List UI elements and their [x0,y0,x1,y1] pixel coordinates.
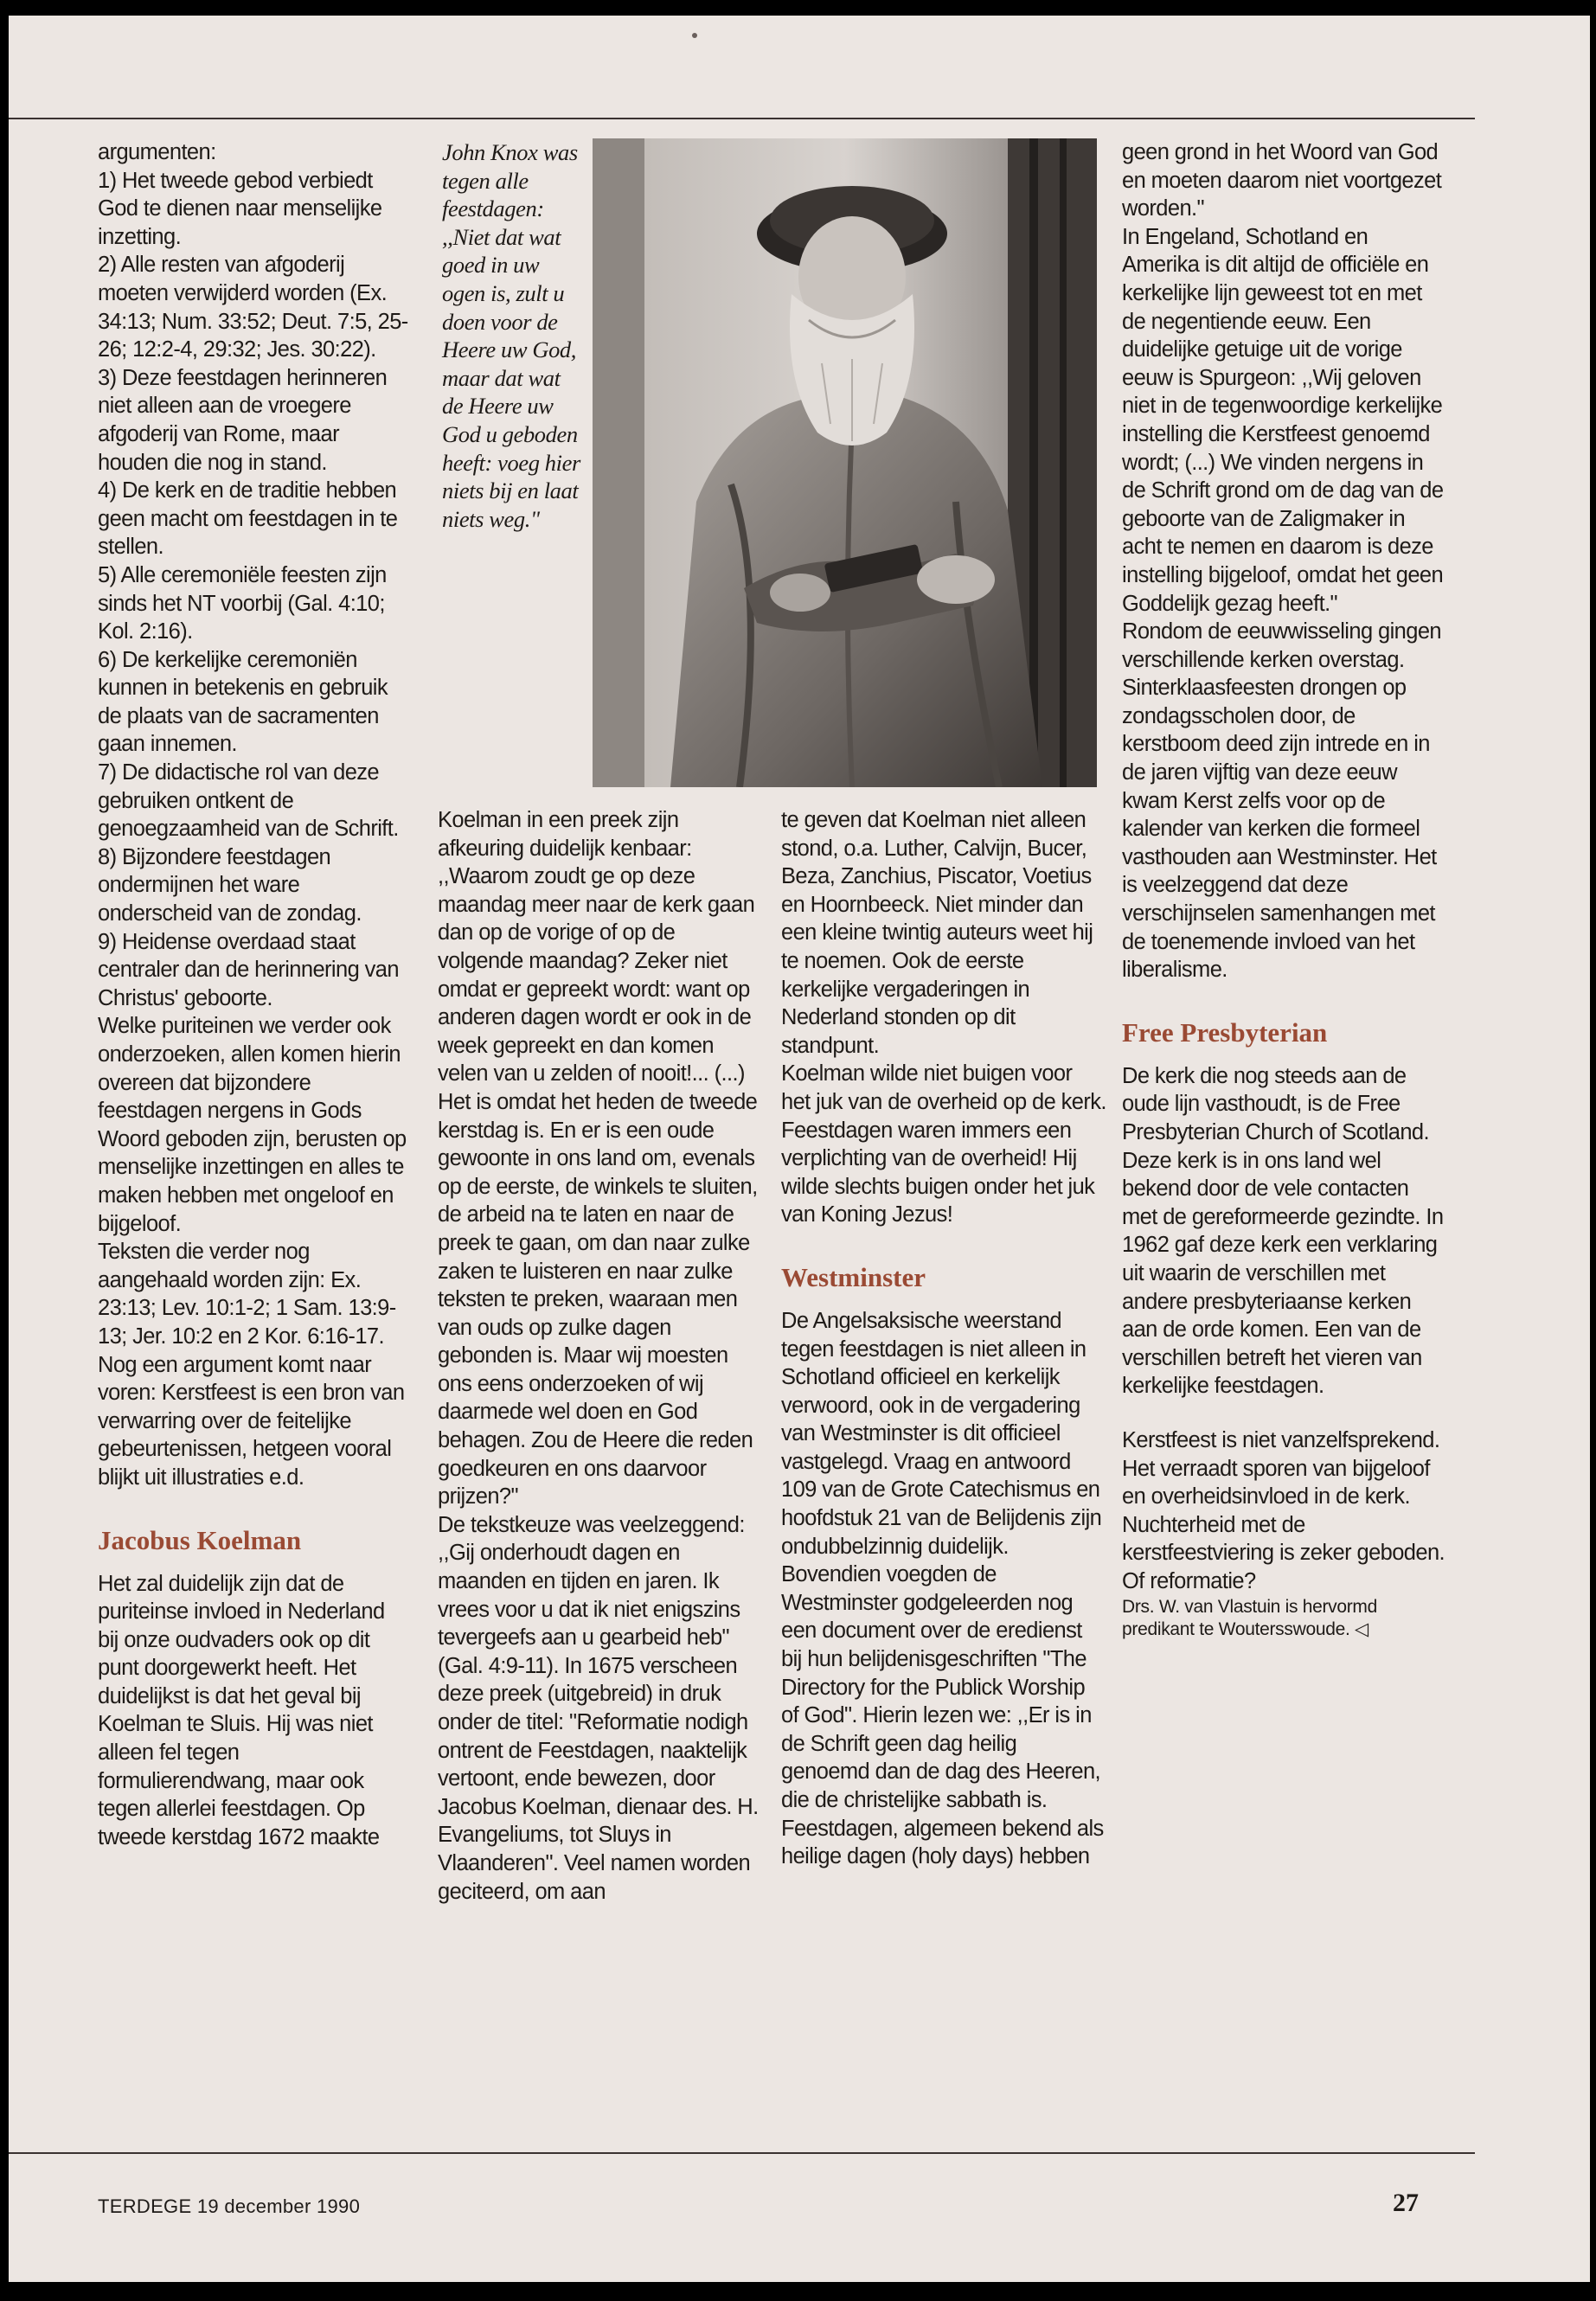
paragraph: Koelman in een preek zijn afkeuring duidelijk kenbaar: ,,Waarom zoudt ge op deze maandag meer naar de kerk gaan dan op de vorige of op de volgende maandag? Zeker niet omdat er gepreekt wordt: want op anderen dagen wordt er ook in de week gepreekt en dan komen velen van u zelden of nooit!... (...) Het is omdat het heden de tweede kerstdag is. En er is een oude gewoonte in ons land om, evenals op de eerste, de winkels te sluiten, de arbeid na te laten en naar de preek te gaan, om dan naar zulke zaken te luisteren en naar zulke teksten te preken, waaraan men van ouds op zulke dagen gebonden is. Maar wij moesten ons eens onderzoeken of wij daarmede wel doen en God behagen. Zou de Heere die reden goedkeuren en ons daarvoor prijzen?" [438,808,758,1509]
paragraph: 5) Alle ceremoniële feesten zijn sinds het NT voorbij (Gal. 4:10; Kol. 2:16). [98,562,387,644]
top-rule [9,118,1475,119]
paragraph: 1) Het tweede gebod verbiedt God te dienen naar menselijke inzetting. [98,168,382,249]
section-heading-westminster: Westminster [781,1261,926,1292]
paragraph: te geven dat Koelman niet alleen stond, o.a. Luther, Calvijn, Bucer, Beza, Zanchius, Piscator, Voetius en Hoornbeeck. Niet minder dan een kleine twintig auteurs weet hij te noemen. Ook de eerste kerkelijke vergaderingen in Nederland stonden op dit standpunt. [781,808,1093,1058]
column-4 [1122,138,1446,1641]
paragraph: 7) De didactische rol van deze gebruiken ontkent de genoegzaamheid van de Schrift. [98,760,399,842]
column-1 [98,138,409,1851]
paragraph: 9) Heidense overdaad staat centraler dan de herinnering van Christus' geboorte. [98,929,399,1010]
section-heading-free-presbyterian: Free Presbyterian [1122,1016,1328,1048]
magazine-page [9,16,1590,2282]
print-speck [692,33,697,38]
column-3 [781,806,1106,1871]
section-heading-jacobus-koelman: Jacobus Koelman [98,1524,302,1555]
paragraph: 3) Deze feestdagen herinneren niet alleen aan de vroegere afgoderij van Rome, maar houden die nog in stand. [98,365,388,475]
pull-quote: John Knox was tegen alle feestdagen: ,,Niet dat wat goed in uw ogen is, zult u doen voor de Heere uw God, maar dat wat de Heere uw God u geboden heeft: voeg hier niets bij en laat niets weg." [442,139,580,532]
statue-illustration [593,138,1097,787]
paragraph: Welke puriteinen we verder ook onderzoeken, allen komen hierin overeen dat bijzondere feestdagen nergens in Gods Woord geboden zijn, berusten op menselijke inzettingen en alles te maken hebben met ongeloof en bijgeloof. [98,1014,407,1236]
paragraph: 6) De kerkelijke ceremoniën kunnen in betekenis en gebruik de plaats van de sacramenten gaan innemen. [98,647,388,757]
paragraph: Rondom de eeuwwisseling gingen verschillende kerken overstag. Sinterklaasfeesten drongen op zondagsscholen door, de kerstboom deed zijn intrede en in de jaren vijftig van deze eeuw kwam Kerst zelfs voor op de kalender van kerken die formeel vasthouden aan Westminster. Het is veelzeggend dat deze verschijnselen samenhangen met de toenemende invloed van het liberalisme. [1122,619,1441,983]
paragraph: De Angelsaksische weerstand tegen feestdagen is niet alleen in Schotland officieel en kerkelijk verwoord, ook in de vergadering van Westminster is dit officieel vastgelegd. Vraag en antwoord 109 van de Grote Catechismus en hoofdstuk 21 van de Belijdenis zijn ondubbelzinnig duidelijk. Bovendien voegden de Westminster godgeleerden nog een document over de eredienst bij hun belijdenisgeschriften "The Directory for the Publick Worship of God". Hierin lezen we: ,,Er is in de Schrift geen dag heilig genoemd dan de dag des Heeren, die de christelijke sabbath is. Feestdagen, algemeen bekend als heilige dagen (holy days) hebben [781,1308,1104,1869]
paragraph: geen grond in het Woord van God en moeten daarom niet voortgezet worden." [1122,140,1442,221]
author-byline: Drs. W. van Vlastuin is hervormd predikant te Woutersswoude. ◁ [1122,1596,1377,1639]
page-number: 27 [1393,2189,1419,2217]
paragraph: De kerk die nog steeds aan de oude lijn vasthoudt, is de Free Presbyterian Church of Scotland. Deze kerk is in ons land wel bekend door de vele contacten met de gereformeerde gezindte. In 1962 gaf deze kerk een verklaring uit waarin de verschillen met andere presbyteriaanse kerken aan de orde komen. Een van de verschillen betreft het vieren van kerkelijke feestdagen. [1122,1063,1444,1399]
paragraph: Kerstfeest is niet vanzelfsprekend. Het verraadt sporen van bijgeloof en overheidsinvloed in de kerk. Nuchterheid met de kerstfeestviering is zeker geboden. Of reformatie? [1122,1427,1445,1593]
paragraph: De tekstkeuze was veelzeggend: ,,Gij onderhoudt dagen en maanden en tijden en jaren. Ik vrees voor u dat ik niet enigszins tevergeefs aan u gearbeid heb" (Gal. 4:9-11). In 1675 verscheen deze preek (uitgebreid) in druk onder de titel: "Reformatie nodigh ontrent de Feestdagen, naaktelijk vertoont, ende bewezen, door Jacobus Koelman, dienaar des. H. Evangeliums, tot Sluys in Vlaanderen". Veel namen worden geciteerd, om aan [438,1512,759,1904]
footer-publication: TERDEGE 19 december 1990 [98,2195,361,2217]
paragraph: 4) De kerk en de traditie hebben geen macht om feestdagen in te stellen. [98,478,398,560]
paragraph: 8) Bijzondere feestdagen ondermijnen het ware onderscheid van de zondag. [98,844,362,926]
paragraph: Koelman wilde niet buigen voor het juk van de overheid op de kerk. Feestdagen waren immers een verplichting van de overheid! Hij wilde slechts buigen onder het juk van Koning Jezus! [781,1061,1106,1227]
paragraph: Teksten die verder nog aangehaald worden zijn: Ex. 23:13; Lev. 10:1-2; 1 Sam. 13:9-13; Jer. 10:2 en 2 Kor. 6:16-17. Nog een argument komt naar voren: Kerstfeest is een bron van verwarring over de feitelijke gebeurtenissen, hetgeen vooral blijkt uit illustraties e.d. [98,1240,405,1490]
bottom-rule [9,2152,1475,2154]
paragraph: Het zal duidelijk zijn dat de puriteinse invloed in Nederland bij onze oudvaders ook op dit punt doorgewerkt heeft. Het duidelijkst is dat het geval bij Koelman te Sluis. Hij was niet alleen fel tegen formulierendwang, maar ook tegen allerlei feestdagen. Op tweede kerstdag 1672 maakte [98,1571,385,1849]
paragraph: argumenten: [98,140,216,164]
column-2 [438,806,760,1906]
paragraph: In Engeland, Schotland en Amerika is dit altijd de officiële en kerkelijke lijn geweest tot en met de negentiende eeuw. Een duidelijke getuige uit de vorige eeuw is Spurgeon: ,,Wij geloven niet in de tegenwoordige kerkelijke instelling die Kerstfeest genoemd wordt; (...) We vinden nergens in de Schrift grond om de dag van de geboorte van de Zaligmaker in acht te nemen en daarom is deze instelling bijgeloof, omdat het geen Goddelijk gezag heeft." [1122,224,1444,616]
paragraph: 2) Alle resten van afgoderij moeten verwijderd worden (Ex. 34:13; Num. 33:52; Deut. 7:5, 25-26; 12:2-4, 29:32; Jes. 30:22). [98,253,408,362]
photo-john-knox-statue [593,138,1097,787]
